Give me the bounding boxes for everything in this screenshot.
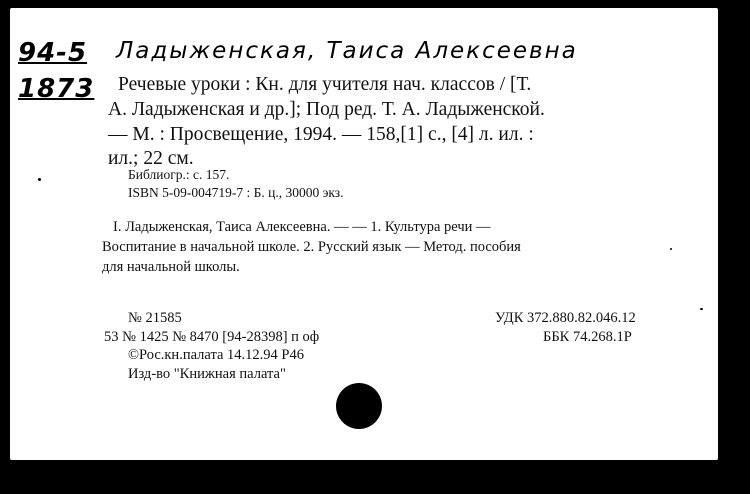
dust-speck xyxy=(670,248,672,250)
call-number-line-1: 94-5 xyxy=(18,38,88,68)
title-line-2: А. Ладыженская и др.]; Под ред. Т. А. Ладыженской. xyxy=(108,99,545,120)
dust-speck xyxy=(700,308,703,310)
title-line-1: Речевые уроки : Кн. для учителя нач. классов / [Т. xyxy=(118,74,532,95)
isbn-note: ISBN 5-09-004719-7 : Б. ц., 30000 экз. xyxy=(128,185,344,200)
tracing-line-3: для начальной школы. xyxy=(102,259,240,275)
handwritten-author: Ладыженская, Таиса Алексеевна xyxy=(116,38,578,64)
dust-speck xyxy=(38,178,41,181)
bibliography-note: Библиогр.: с. 157. xyxy=(128,167,230,182)
card-number: № 21585 xyxy=(128,310,182,326)
udk-code: УДК 372.880.82.046.12 xyxy=(495,310,636,326)
book-chamber-line: ©Рос.кн.палата 14.12.94 Р46 xyxy=(128,347,304,363)
punch-hole xyxy=(336,383,382,429)
title-line-4: ил.; 22 см. xyxy=(108,148,194,169)
order-line: 53 № 1425 № 8470 [94-28398] п оф xyxy=(104,329,320,345)
publisher-line: Изд-во "Книжная палата" xyxy=(128,366,286,382)
title-line-3: — М. : Просвещение, 1994. — 158,[1] с., [4] л. ил. : xyxy=(108,124,534,145)
tracing-line-2: Воспитание в начальной школе. 2. Русский язык — Метод. пособия xyxy=(102,239,521,255)
bbk-code: ББК 74.268.1Р xyxy=(543,329,632,345)
call-number-line-2: 1873 xyxy=(18,74,95,104)
tracing-line-1: I. Ладыженская, Таиса Алексеевна. — — 1. Культура речи — xyxy=(113,219,491,235)
catalog-card xyxy=(10,8,718,460)
